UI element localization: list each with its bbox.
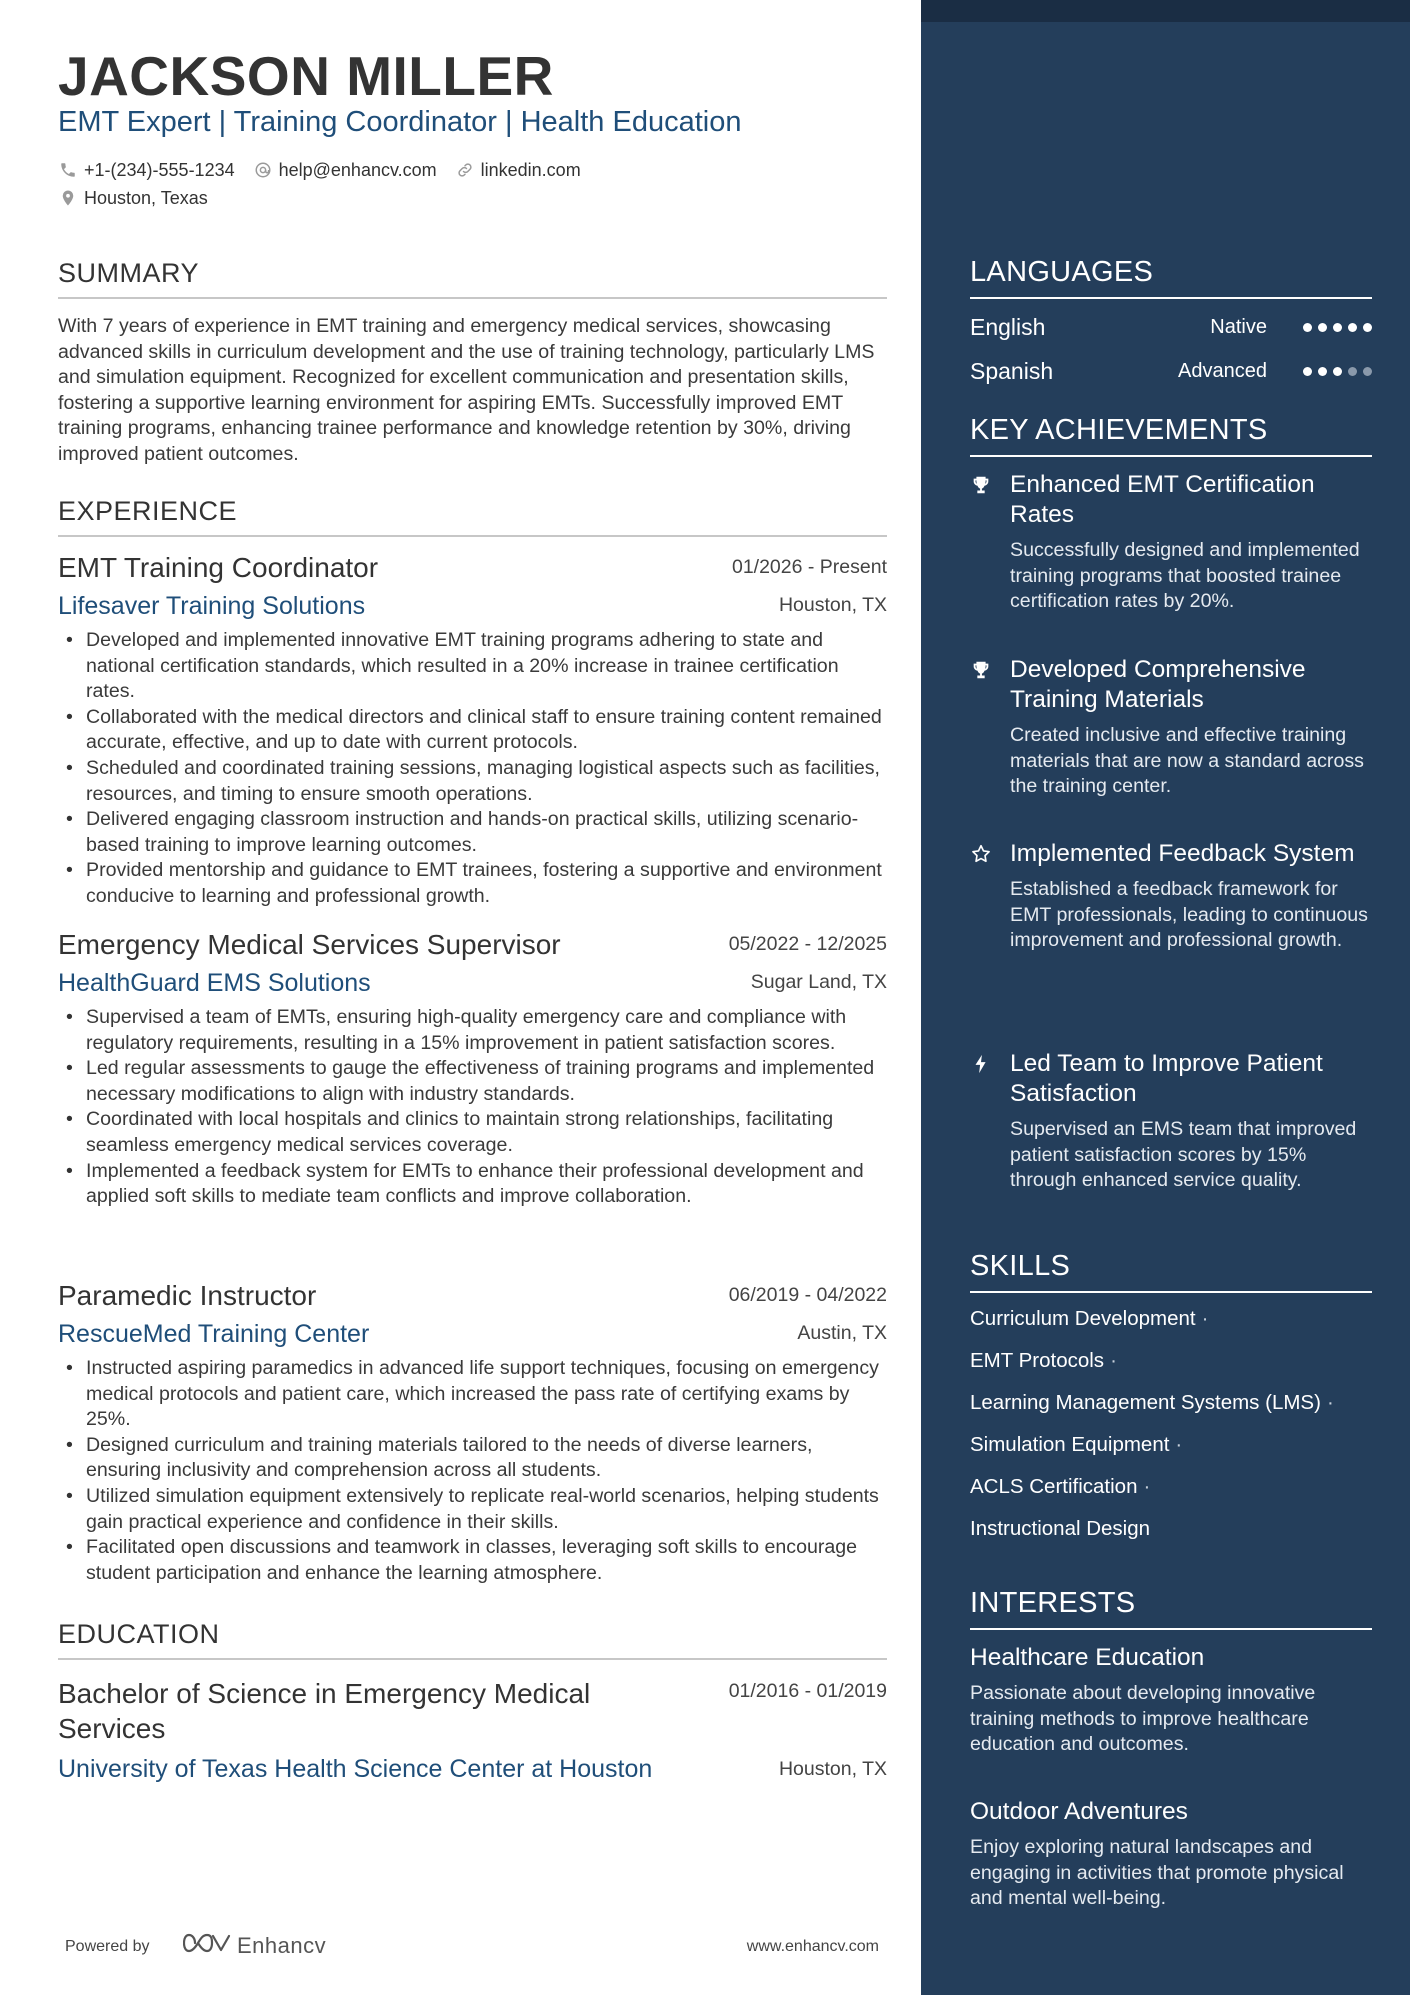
skill-label: Learning Management Systems (LMS) [970,1391,1321,1414]
interest-desc: Passionate about developing innovative training methods to improve healthcare education and outcomes. [970,1682,1316,1755]
rating-dot [1333,367,1342,376]
link-icon [455,160,475,180]
job-bullet: • Delivered engaging classroom instruction and hands-on practical skills, utilizing scenario-based training to improve learning outcomes. [58,807,887,858]
job-location: Houston, TX [778,594,887,616]
achievement-title: Led Team to Improve Patient Satisfaction [1010,1050,1323,1107]
rating-dot [1333,323,1342,332]
job-bullet: • Developed and implemented innovative EMT training programs adhering to state and national certification standards, which resulted in a 20% increase in trainee certification rates. [58,628,887,705]
language-name: English [970,314,1046,340]
job-company: HealthGuard EMS Solutions [58,969,371,997]
skill-item: Learning Management Systems (LMS) · [970,1391,1334,1414]
enhancv-brand[interactable] [183,1930,326,1961]
rating-dot [1363,323,1372,332]
language-rating [1297,323,1372,332]
achievement-desc: Created inclusive and effective training materials that are now a standard across the training center. [1010,724,1364,797]
rating-dot [1363,367,1372,376]
job-bullet: • Scheduled and coordinated training sessions, managing logistical aspects such as facilities, resources, and timing to ensure smooth operations. [58,756,887,807]
skills-list [970,1305,1390,1557]
skill-item: Curriculum Development · [970,1307,1209,1330]
footer [65,1930,879,1960]
skill-label: Instructional Design [970,1517,1151,1540]
summary-heading: SUMMARY [58,258,887,299]
lightning-icon [970,1053,992,1075]
job-bullet: • Facilitated open discussions and teamwork in classes, leveraging soft skills to encourage student participation and enhance the learning atmosphere. [58,1535,887,1586]
education-location: Houston, TX [778,1758,887,1780]
linkedin-text: linkedin.com [480,159,581,180]
skill-label: ACLS Certification [970,1475,1138,1498]
job-location: Sugar Land, TX [750,971,887,993]
star-icon [970,843,992,865]
candidate-title: EMT Expert | Training Coordinator | Health Education [58,106,742,138]
achievement-desc: Supervised an EMS team that improved patient satisfaction scores by 15% through enhanced service quality. [1010,1118,1357,1191]
job-company: RescueMed Training Center [58,1320,370,1348]
language-level: Advanced [1178,360,1267,382]
achievement-item [970,470,1372,615]
contact-info [58,158,599,214]
job-entry [58,1280,887,1586]
rating-dot [1318,323,1327,332]
interests-heading: INTERESTS [970,1587,1372,1630]
job-bullet: • Collaborated with the medical directors and clinical staff to ensure training content remained accurate, effective, and up to date with current protocols. [58,705,887,756]
job-role: EMT Training Coordinator [58,552,379,583]
job-bullets [58,1005,887,1210]
language-name: Spanish [970,358,1054,384]
languages-heading: LANGUAGES [970,256,1372,299]
job-bullets [58,1356,887,1586]
candidate-name: JACKSON MILLER [58,45,554,107]
rating-dot [1303,367,1312,376]
experience-heading: EXPERIENCE [58,496,887,537]
interest-desc: Enjoy exploring natural landscapes and engaging in activities that promote physical and mental well-being. [970,1836,1344,1909]
powered-by-text: Powered by [65,1938,150,1955]
job-bullets [58,628,887,910]
location-pin-icon [58,188,78,208]
skill-label: Simulation Equipment [970,1433,1170,1456]
skill-item: Simulation Equipment · [970,1433,1183,1456]
website-link[interactable]: www.enhancv.com [746,1938,879,1955]
job-role: Paramedic Instructor [58,1280,317,1311]
achievement-desc: Established a feedback framework for EMT professionals, leading to continuous improvement and professional growth. [1010,878,1368,951]
language-level: Native [1210,316,1267,338]
job-dates: 06/2019 - 04/2022 [728,1284,887,1306]
job-bullet: • Coordinated with local hospitals and clinics to maintain strong relationships, facilitating seamless emergency medical services coverage. [58,1107,887,1158]
job-bullet: • Led regular assessments to gauge the effectiveness of training programs and implemented necessary modifications to align with industry standards. [58,1056,887,1107]
rating-dot [1348,367,1357,376]
trophy-icon [970,474,992,496]
language-item [970,358,1372,388]
skill-item [970,1515,1390,1557]
job-dates: 05/2022 - 12/2025 [728,933,887,955]
phone-contact[interactable] [58,160,235,181]
job-location: Austin, TX [797,1322,887,1344]
achievement-title: Developed Comprehensive Training Materials [1010,656,1306,713]
job-role: Emergency Medical Services Supervisor [58,929,561,960]
rating-dot [1318,367,1327,376]
email-text: help@enhancv.com [278,159,437,180]
job-bullet: • Provided mentorship and guidance to EMT trainees, fostering a supportive and environment conducive to learning and professional growth. [58,858,887,909]
skill-label: Curriculum Development [970,1307,1196,1330]
linkedin-contact[interactable] [455,160,581,181]
phone-text: +1-(234)-555-1234 [84,159,235,180]
interest-item [970,1643,1372,1758]
job-bullet: • Instructed aspiring paramedics in advanced life support techniques, focusing on emergency medical protocols and patient care, which increased the pass rate of certifying exams by 25%. [58,1356,887,1433]
sidebar-column [921,0,1410,1995]
education-dates: 01/2016 - 01/2019 [728,1680,887,1702]
job-bullet: • Supervised a team of EMTs, ensuring high-quality emergency care and compliance with regulatory requirements, resulting in a 15% improvement in patient satisfaction scores. [58,1005,887,1056]
achievement-item [970,839,1372,954]
achievement-desc: Successfully designed and implemented training programs that boosted trainee certification rates by 20%. [1010,539,1360,612]
brand-name: Enhancv [237,1932,327,1958]
location-text: Houston, Texas [84,187,208,208]
job-company: Lifesaver Training Solutions [58,592,366,620]
education-school: University of Texas Health Science Center at Houston [58,1755,653,1783]
interest-item [970,1797,1372,1912]
skills-heading: SKILLS [970,1250,1372,1293]
at-icon [253,160,273,180]
achievement-title: Implemented Feedback System [1010,840,1355,867]
education-heading: EDUCATION [58,1619,887,1660]
phone-icon [58,160,78,180]
skill-item: EMT Protocols · [970,1349,1117,1372]
skill-item: ACLS Certification · [970,1475,1151,1498]
email-contact[interactable] [253,160,437,181]
language-rating [1297,367,1372,376]
rating-dot [1348,323,1357,332]
skill-label: EMT Protocols [970,1349,1105,1372]
location-contact [58,188,208,209]
job-entry [58,929,887,1210]
education-degree: Bachelor of Science in Emergency Medical Services [58,1678,591,1744]
job-bullet: • Utilized simulation equipment extensively to replicate real-world scenarios, helping students gain practical experience and confidence in their skills. [58,1484,887,1535]
job-bullet: • Implemented a feedback system for EMTs to enhance their professional development and applied soft skills to mediate team conflicts and improve collaboration. [58,1159,887,1210]
enhancv-logo-icon [183,1930,231,1961]
sidebar-top-band [921,0,1410,22]
achievements-heading: KEY ACHIEVEMENTS [970,414,1372,457]
rating-dot [1303,323,1312,332]
job-dates: 01/2026 - Present [731,556,887,578]
achievement-title: Enhanced EMT Certification Rates [1010,471,1315,528]
achievement-item [970,1049,1372,1194]
interest-title: Outdoor Adventures [970,1798,1188,1825]
interest-title: Healthcare Education [970,1644,1205,1671]
achievement-item [970,655,1372,800]
language-item [970,314,1372,344]
job-entry [58,552,887,910]
summary-text: With 7 years of experience in EMT training and emergency medical services, showcasing advanced skills in curriculum development and the use of training technology, particularly LMS and simulation equipment. Recognized for excellent communication and presentation skills, fostering a supportive learning environment for aspiring EMTs. Successfully improved EMT training programs, enhancing trainee performance and knowledge retention by 30%, driving improved patient outcomes. [58,315,875,465]
trophy-icon [970,659,992,681]
job-bullet: • Designed curriculum and training materials tailored to the needs of diverse learners, ensuring inclusivity and comprehension across all students. [58,1433,887,1484]
